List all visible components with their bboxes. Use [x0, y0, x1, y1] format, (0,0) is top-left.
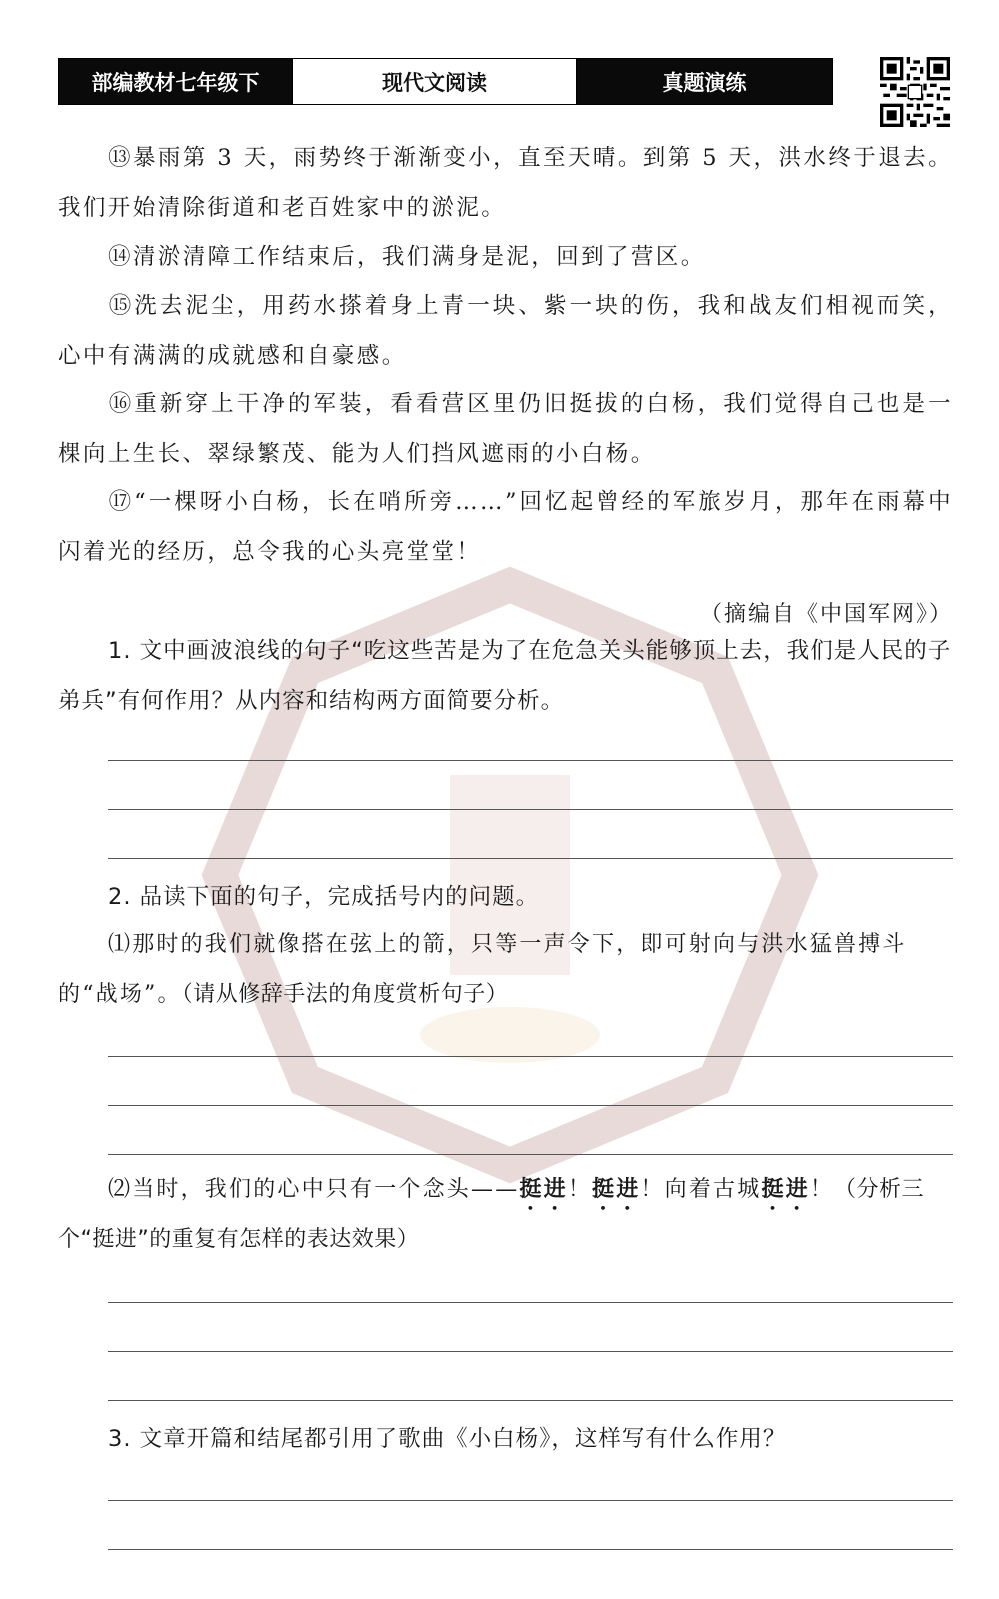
answer-line[interactable] [108, 1302, 953, 1303]
paragraph-15: ⑮洗去泥尘，用药水搽着身上青一块、紫一块的伤，我和战友们相视而笑，心中有满满的成就感和自豪感。 [58, 293, 953, 369]
page-header [58, 58, 833, 105]
question-3: 3. 文章开篇和结尾都引用了歌曲《小白杨》，这样写有什么作用？ [108, 1426, 787, 1452]
header-section: 现代文阅读 [292, 59, 577, 104]
emphasized-word: 挺进 [761, 1177, 810, 1202]
answer-line[interactable] [108, 1351, 953, 1352]
emphasized-word: 挺进 [592, 1177, 641, 1202]
answer-line[interactable] [108, 1500, 953, 1501]
emphasized-word: 挺进 [519, 1177, 568, 1202]
answer-line[interactable] [108, 1549, 953, 1550]
paragraph-17: ⑰“一棵呀小白杨，长在哨所旁……”回忆起曾经的军旅岁月，那年在雨幕中闪着光的经历，总令我的心头亮堂堂！ [58, 489, 953, 565]
answer-line[interactable] [108, 809, 953, 810]
header-practice: 真题演练 [577, 59, 832, 104]
paragraph-13: ⑬暴雨第 3 天，雨势终于渐渐变小，直至天晴。到第 5 天，洪水终于退去。我们开始清除街道和老百姓家中的淤泥。 [58, 145, 953, 221]
paragraph-14: ⑭清淤清障工作结束后，我们满身是泥，回到了营区。 [108, 244, 706, 270]
question-2: 2. 品读下面的句子，完成括号内的问题。 [108, 884, 540, 910]
answer-line[interactable] [108, 760, 953, 761]
answer-line[interactable] [108, 1154, 953, 1155]
answer-line[interactable] [108, 858, 953, 859]
header-grade: 部编教材七年级下 [59, 59, 292, 104]
question-2-part-2: ⑵当时，我们的心中只有一个念头——挺进！挺进！向着古城挺进！（分析三个“挺进”的重复有怎样的表达效果） [58, 1177, 925, 1252]
question-2-part-1: ⑴那时的我们就像搭在弦上的箭，只等一声令下，即可射向与洪水猛兽搏斗的“战场”。（请从修辞手法的角度赏析句子） [58, 932, 907, 1007]
qr-code-icon [880, 57, 950, 127]
answer-line[interactable] [108, 1056, 953, 1057]
answer-line[interactable] [108, 1400, 953, 1401]
answer-line[interactable] [108, 1105, 953, 1106]
paragraph-16: ⑯重新穿上干净的军装，看看营区里仍旧挺拔的白杨，我们觉得自己也是一棵向上生长、翠绿繁茂、能为人们挡风遮雨的小白杨。 [58, 391, 953, 467]
source-citation: （摘编自《中国军网》） [699, 602, 953, 627]
question-1: 1. 文中画波浪线的句子“吃这些苦是为了在危急关头能够顶上去，我们是人民的子弟兵”有何作用？从内容和结构两方面简要分析。 [58, 638, 952, 714]
